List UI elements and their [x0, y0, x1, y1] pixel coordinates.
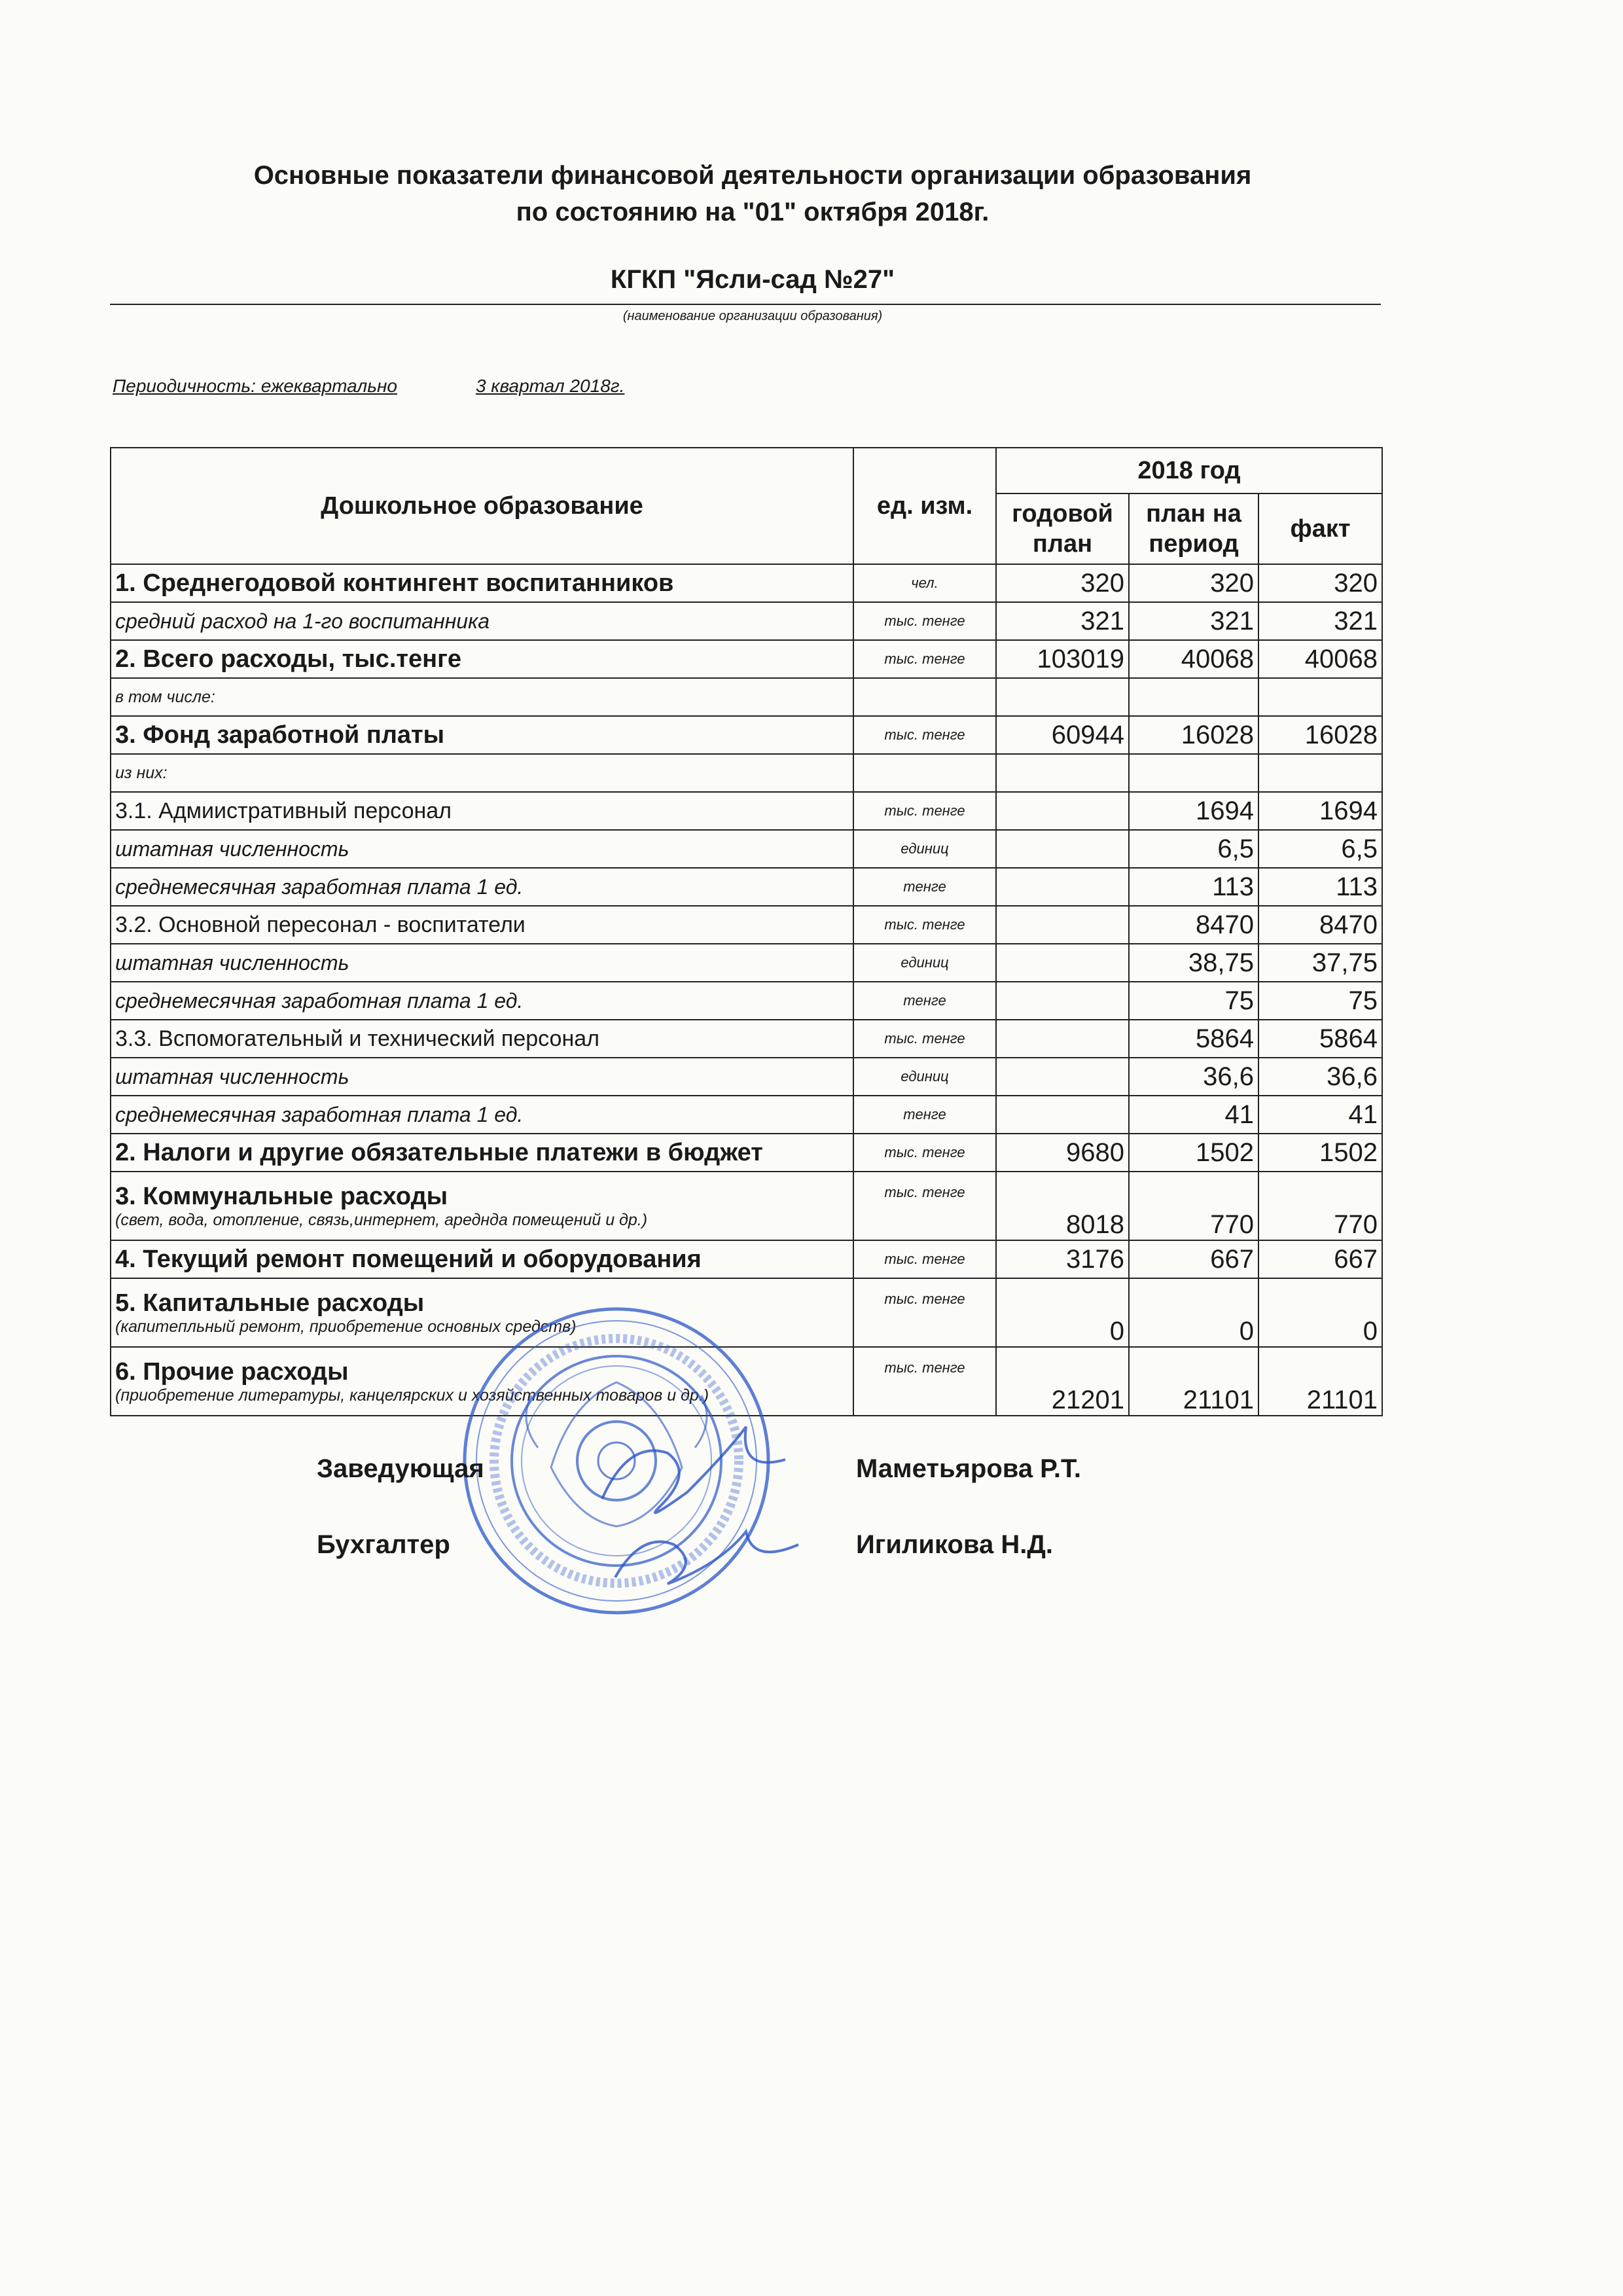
- document-title-line1: Основные показатели финансовой деятельности организации образования: [253, 161, 1252, 190]
- row-label-text: 6. Прочие расходы: [115, 1357, 349, 1386]
- row-annual-value: [996, 906, 1129, 944]
- head-role-label: Заведующая: [317, 1454, 484, 1483]
- row-label-text: 2. Налоги и другие обязательные платежи в бюджет: [115, 1138, 763, 1166]
- row-label: [111, 640, 853, 678]
- row-label-text: 5. Капитальные расходы: [115, 1289, 425, 1317]
- row-annual-value: [996, 678, 1129, 716]
- row-label-text: средний расход на 1-го воспитанника: [115, 609, 490, 633]
- row-unit: единиц: [853, 944, 996, 982]
- row-period-value: 36,6: [1129, 1058, 1258, 1096]
- header-unit: ед. изм.: [853, 448, 996, 564]
- row-label-text: среднемесячная заработная плата 1 ед.: [115, 1102, 524, 1126]
- row-fact-value: [1258, 754, 1382, 792]
- row-label: [111, 944, 853, 982]
- row-label: [111, 1240, 853, 1278]
- row-period-value: 8470: [1129, 906, 1258, 944]
- row-fact-value: 320: [1258, 564, 1382, 602]
- row-fact-value: 75: [1258, 982, 1382, 1020]
- row-annual-value: [996, 982, 1129, 1020]
- row-period-value: 41: [1129, 1096, 1258, 1134]
- row-unit: тыс. тенге: [853, 716, 996, 754]
- row-annual-value: [996, 1058, 1129, 1096]
- row-label: [111, 1096, 853, 1134]
- row-period-value: [1129, 678, 1258, 716]
- row-annual-value: 0: [996, 1278, 1129, 1347]
- row-label-text: 3. Фонд заработной платы: [115, 721, 445, 749]
- header-period-plan: план на период: [1129, 493, 1258, 564]
- table-row: [111, 1096, 1382, 1134]
- accountant-name: Игиликова Н.Д.: [856, 1530, 1053, 1559]
- row-label-text: из них:: [115, 763, 168, 782]
- table-row: [111, 868, 1382, 906]
- header-fact: факт: [1258, 493, 1382, 564]
- row-period-value: 770: [1129, 1172, 1258, 1240]
- row-fact-value: 770: [1258, 1172, 1382, 1240]
- row-label: [111, 830, 853, 868]
- row-period-value: 113: [1129, 868, 1258, 906]
- row-unit: тыс. тенге: [853, 1020, 996, 1058]
- row-period-value: 16028: [1129, 716, 1258, 754]
- table-row: [111, 1172, 1382, 1240]
- row-label-text: 3. Коммунальные расходы: [115, 1182, 448, 1210]
- row-label: [111, 792, 853, 830]
- head-name: Маметьярова Р.Т.: [856, 1454, 1082, 1483]
- organization-name: КГКП "Ясли-сад №27": [610, 265, 895, 294]
- row-label-text: в том числе:: [115, 687, 215, 706]
- row-annual-value: [996, 830, 1129, 868]
- row-unit: тыс. тенге: [853, 602, 996, 640]
- periodicity-line: [113, 376, 703, 397]
- row-fact-value: 1694: [1258, 792, 1382, 830]
- row-annual-value: [996, 754, 1129, 792]
- row-unit: тыс. тенге: [853, 1347, 996, 1416]
- table-row: [111, 830, 1382, 868]
- row-unit: единиц: [853, 1058, 996, 1096]
- row-unit: тыс. тенге: [853, 1172, 996, 1240]
- row-annual-value: [996, 792, 1129, 830]
- table-row: [111, 944, 1382, 982]
- row-fact-value: 16028: [1258, 716, 1382, 754]
- table-row: [111, 602, 1382, 640]
- row-fact-value: 8470: [1258, 906, 1382, 944]
- row-label-text: среднемесячная заработная плата 1 ед.: [115, 874, 524, 899]
- row-period-value: 0: [1129, 1278, 1258, 1347]
- row-fact-value: 6,5: [1258, 830, 1382, 868]
- organization-underline: [110, 304, 1381, 305]
- row-unit: [853, 678, 996, 716]
- row-annual-value: 320: [996, 564, 1129, 602]
- row-label-text: штатная численность: [115, 1064, 349, 1088]
- row-period-value: 5864: [1129, 1020, 1258, 1058]
- row-annual-value: 21201: [996, 1347, 1129, 1416]
- row-label-text: 3.1. Адмиистративный персонал: [115, 798, 452, 823]
- row-fact-value: 667: [1258, 1240, 1382, 1278]
- table-row: [111, 1058, 1382, 1096]
- row-annual-value: [996, 944, 1129, 982]
- row-label-text: среднемесячная заработная плата 1 ед.: [115, 988, 524, 1013]
- row-label-text: 3.3. Вспомогательный и технический персонал: [115, 1026, 599, 1051]
- row-fact-value: 36,6: [1258, 1058, 1382, 1096]
- row-period-value: [1129, 754, 1258, 792]
- row-period-value: 320: [1129, 564, 1258, 602]
- row-sublabel: (свет, вода, отопление, связь,интернет, ареднда помещений и др.): [115, 1210, 648, 1229]
- row-unit: единиц: [853, 830, 996, 868]
- row-sublabel: (капитепльный ремонт, приобретение основных средств): [115, 1317, 577, 1336]
- table-row: [111, 640, 1382, 678]
- periodicity-text: Периодичность: ежеквартально: [113, 376, 397, 396]
- row-annual-value: 9680: [996, 1134, 1129, 1172]
- row-label: [111, 906, 853, 944]
- row-label: [111, 1058, 853, 1096]
- row-label: [111, 1134, 853, 1172]
- row-fact-value: 1502: [1258, 1134, 1382, 1172]
- row-period-value: 321: [1129, 602, 1258, 640]
- row-annual-value: [996, 1096, 1129, 1134]
- header-category: Дошкольное образование: [111, 448, 853, 564]
- row-label: [111, 982, 853, 1020]
- row-annual-value: 3176: [996, 1240, 1129, 1278]
- row-label: [111, 678, 853, 716]
- table-row: [111, 754, 1382, 792]
- table-row: [111, 564, 1382, 602]
- row-unit: тыс. тенге: [853, 906, 996, 944]
- table-row: [111, 1134, 1382, 1172]
- row-fact-value: 40068: [1258, 640, 1382, 678]
- table-row: [111, 982, 1382, 1020]
- row-label-text: 1. Среднегодовой контингент воспитанников: [115, 569, 674, 597]
- row-label-text: штатная численность: [115, 836, 349, 861]
- table-row: [111, 1020, 1382, 1058]
- row-period-value: 1502: [1129, 1134, 1258, 1172]
- row-period-value: 40068: [1129, 640, 1258, 678]
- row-unit: тенге: [853, 982, 996, 1020]
- row-fact-value: 0: [1258, 1278, 1382, 1347]
- table-row: [111, 678, 1382, 716]
- row-period-value: 38,75: [1129, 944, 1258, 982]
- row-period-value: 75: [1129, 982, 1258, 1020]
- row-annual-value: 8018: [996, 1172, 1129, 1240]
- row-period-value: 1694: [1129, 792, 1258, 830]
- accountant-role-label: Бухгалтер: [317, 1530, 450, 1559]
- row-unit: [853, 754, 996, 792]
- row-period-value: 667: [1129, 1240, 1258, 1278]
- row-label: [111, 716, 853, 754]
- row-unit: тыс. тенге: [853, 792, 996, 830]
- row-sublabel: (приобретение литературы, канцелярских и хозяйственных товаров и др.): [115, 1386, 709, 1405]
- row-annual-value: [996, 868, 1129, 906]
- table-row: [111, 1240, 1382, 1278]
- financial-indicators-table: [110, 447, 1383, 1416]
- row-fact-value: 21101: [1258, 1347, 1382, 1416]
- row-label: [111, 868, 853, 906]
- row-unit: тыс. тенге: [853, 1240, 996, 1278]
- row-unit: чел.: [853, 564, 996, 602]
- header-annual-plan: годовой план: [996, 493, 1129, 564]
- row-fact-value: 41: [1258, 1096, 1382, 1134]
- row-annual-value: [996, 1020, 1129, 1058]
- signature-scribble-icon: [589, 1414, 812, 1610]
- table-row: [111, 906, 1382, 944]
- row-unit: тыс. тенге: [853, 1134, 996, 1172]
- quarter-text: 3 квартал 2018г.: [475, 376, 625, 396]
- row-unit: тенге: [853, 1096, 996, 1134]
- table-row: [111, 792, 1382, 830]
- document-title-line2: по состоянию на "01" октября 2018г.: [516, 198, 990, 226]
- row-fact-value: 321: [1258, 602, 1382, 640]
- row-period-value: 6,5: [1129, 830, 1258, 868]
- row-label: [111, 1020, 853, 1058]
- row-label: [111, 602, 853, 640]
- row-fact-value: 37,75: [1258, 944, 1382, 982]
- row-label: [111, 564, 853, 602]
- row-annual-value: 103019: [996, 640, 1129, 678]
- row-label: [111, 754, 853, 792]
- row-label-text: 4. Текущий ремонт помещений и оборудования: [115, 1245, 702, 1273]
- row-unit: тыс. тенге: [853, 640, 996, 678]
- row-fact-value: 5864: [1258, 1020, 1382, 1058]
- row-period-value: 21101: [1129, 1347, 1258, 1416]
- row-fact-value: [1258, 678, 1382, 716]
- row-annual-value: 60944: [996, 716, 1129, 754]
- row-label-text: 2. Всего расходы, тыс.тенге: [115, 645, 462, 673]
- header-year: 2018 год: [996, 448, 1382, 493]
- row-annual-value: 321: [996, 602, 1129, 640]
- row-unit: тыс. тенге: [853, 1278, 996, 1347]
- row-fact-value: 113: [1258, 868, 1382, 906]
- table-row: [111, 716, 1382, 754]
- row-unit: тенге: [853, 868, 996, 906]
- row-label: [111, 1172, 853, 1240]
- row-label-text: штатная численность: [115, 950, 349, 975]
- organization-caption: (наименование организации образования): [622, 309, 883, 323]
- row-label-text: 3.2. Основной пересонал - воспитатели: [115, 912, 526, 937]
